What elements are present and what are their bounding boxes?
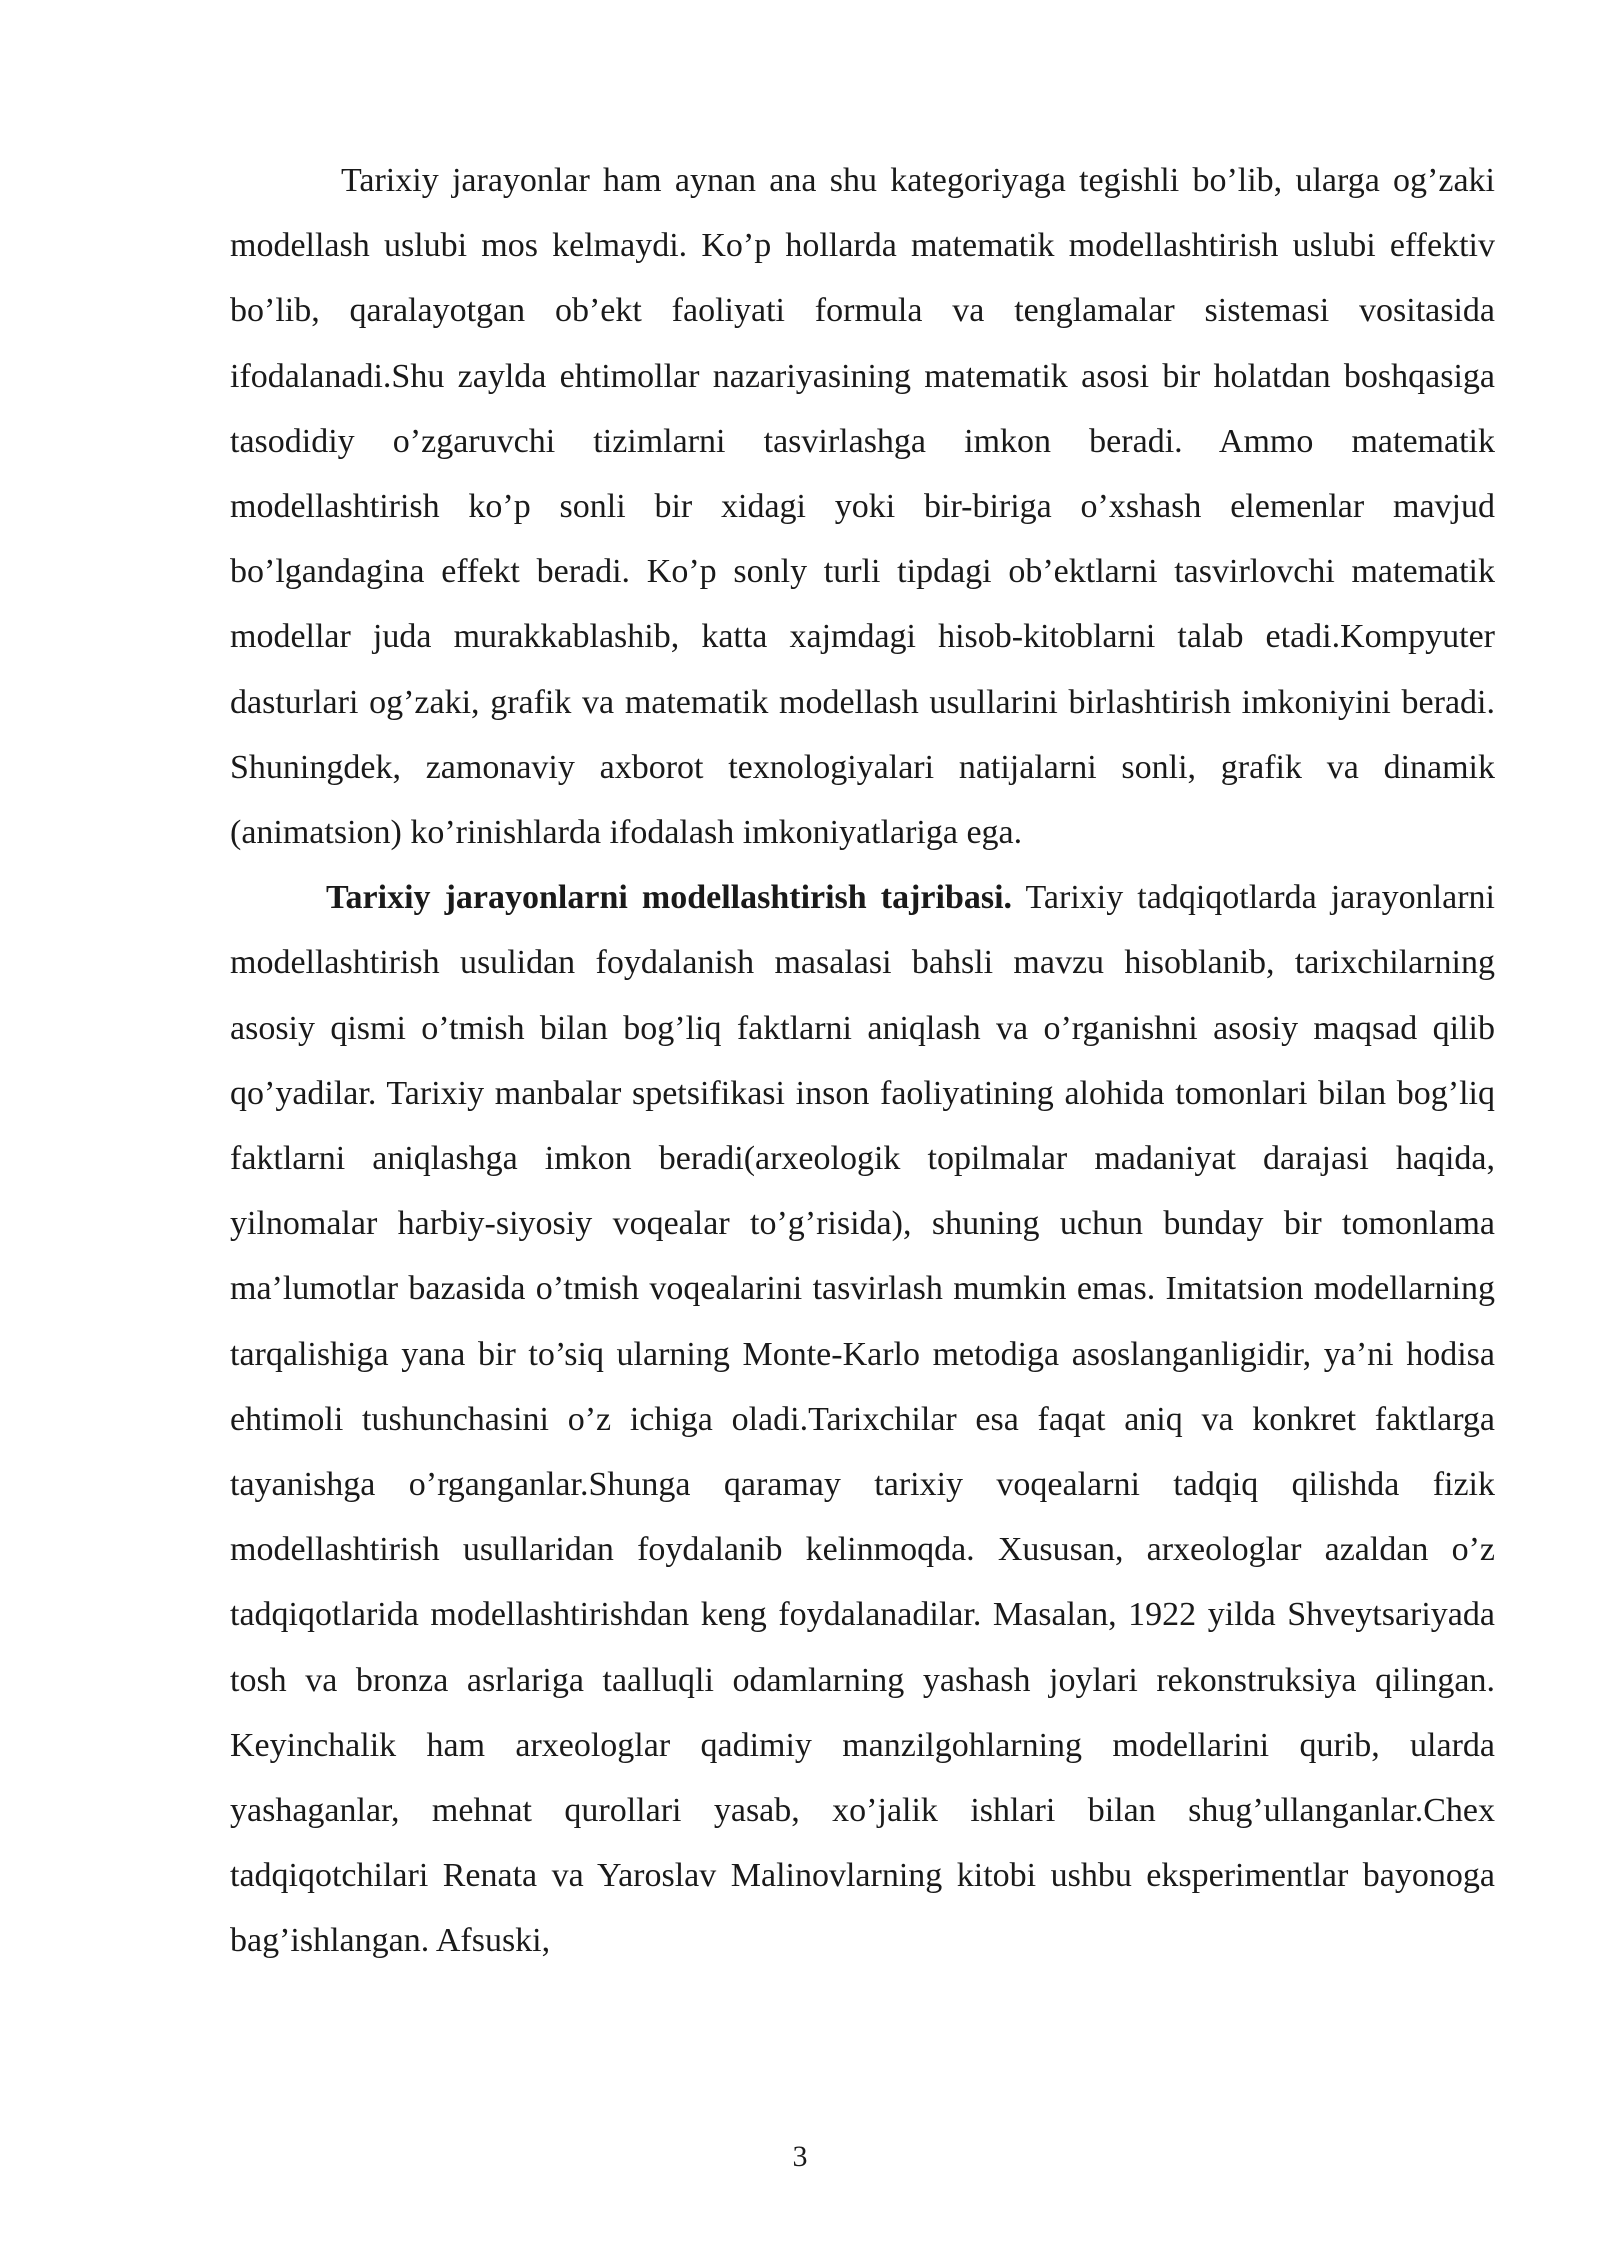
paragraph-2-body: Tarixiy tadqiqotlarda jarayonlarni modellashtirish usulidan foydalanish masalasi bahsli mavzu hisoblanib, tarixchilarning asosiy qismi o’tmish bilan bog’liq faktlarni aniqlash va o’rganishni asosiy maqsad qilib qo’yadilar. Tarixiy manbalar spetsifikasi inson faoliyatining alohida tomonlari bilan bog’liq faktlarni aniqlashga imkon beradi(arxeologik topilmalar madaniyat darajasi haqida, yilnomalar harbiy-siyosiy voqealar to’g’risida), shuning uchun bunday bir tomonlama ma’lumotlar bazasida o’tmish voqealarini tasvirlash mumkin emas. Imitatsion modellarning tarqalishiga yana bir to’siq ularning Monte-Karlo metodiga asoslanganligidir, ya’ni hodisa ehtimoli tushunchasini o’z ichiga oladi.Tarixchilar esa faqat aniq va konkret faktlarga tayanishga o’rganganlar.Shunga qaramay tarixiy voqealarni tadqiq qilishda fizik modellashtirish usullaridan foydalanib kelinmoqda. Xususan, arxeologlar azaldan o’z tadqiqotlarida modellashtirishdan keng foydalanadilar. Masalan, 1922 yilda Shveytsariyada tosh va bronza asrlariga taalluqli odamlarning yashash joylari rekonstruksiya qilingan. Keyinchalik ham arxeologlar qadimiy manzilgohlarning modellarini qurib, ularda yashaganlar, mehnat qurollari yasab, xo’jalik ishlari bilan shug’ullanganlar.Chex tadqiqotchilari Renata va Yaroslav Malinovlarning kitobi ushbu eksperimentlar bayonoga bag’ishlangan. Afsuski, (230, 879, 1495, 1960)
page-number: 3 (792, 2140, 808, 2173)
page-body (230, 148, 1495, 1974)
paragraph-2 (230, 865, 1495, 1973)
section-heading: Tarixiy jarayonlarni modellashtirish tajribasi. (326, 879, 1013, 917)
paragraph-1: Tarixiy jarayonlar ham aynan ana shu kategoriyaga tegishli bo’lib, ularga og’zaki modellash uslubi mos kelmaydi. Ko’p hollarda matematik modellashtirish uslubi effektiv bo’lib, qaralayotgan ob’ekt faoliyati formula va tenglamalar sistemasi vositasida ifodalanadi.Shu zaylda ehtimollar nazariyasining matematik asosi bir holatdan boshqasiga tasodidiy o’zgaruvchi tizimlarni tasvirlashga imkon beradi. Ammo matematik modellashtirish ko’p sonli bir xidagi yoki bir-biriga o’xshash elemenlar mavjud bo’lgandagina effekt beradi. Ko’p sonly turli tipdagi ob’ektlarni tasvirlovchi matematik modellar juda murakkablashib, katta xajmdagi hisob-kitoblarni talab etadi.Kompyuter dasturlari og’zaki, grafik va matematik modellash usullarini birlashtirish imkoniyini beradi. Shuningdek, zamonaviy axborot texnologiyalari natijalarni sonli, grafik va dinamik (animatsion) ko’rinishlarda ifodalash imkoniyatlariga ega. (230, 162, 1495, 852)
